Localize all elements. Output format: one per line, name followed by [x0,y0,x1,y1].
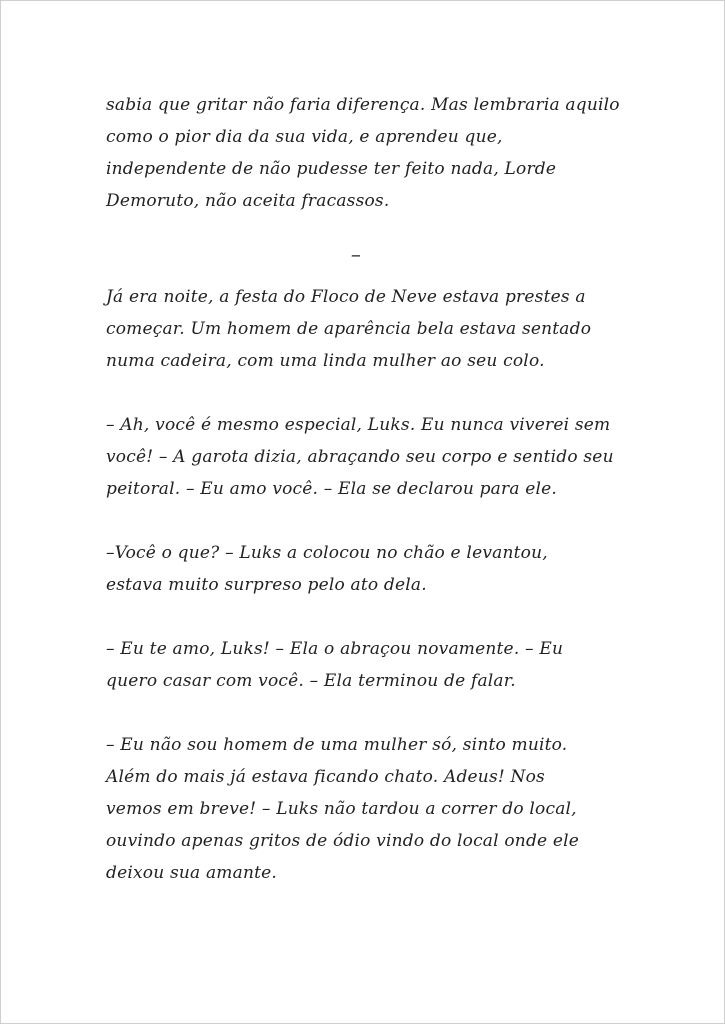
paragraph-gap [106,377,626,409]
scene-separator: – [350,242,362,266]
paragraph-gap [106,697,626,729]
paragraph-4: –Você o que? – Luks a colocou no chão e levantou, estava muito surpreso pelo ato dela. [106,543,548,595]
paragraph-5: – Eu te amo, Luks! – Ela o abraçou novamente. – Eu quero casar com você. – Ela terminou de falar. [106,639,564,691]
paragraph-1: sabia que gritar não faria diferença. Mas lembraria aquilo como o pior dia da sua vida, e aprendeu que, independente de não pudesse ter feito nada, Lorde Demoruto, não aceita fracassos. [106,95,620,211]
page-content [106,89,626,889]
paragraph-3: – Ah, você é mesmo especial, Luks. Eu nunca viverei sem você! – A garota dizia, abraçando seu corpo e sentido seu peitoral. – Eu amo você. – Ela se declarou para ele. [106,415,614,499]
paragraph-2: Já era noite, a festa do Floco de Neve estava prestes a começar. Um homem de aparência bela estava sentado numa cadeira, com uma linda mulher ao seu colo. [106,287,592,371]
paragraph-gap [106,505,626,537]
paragraph-6: – Eu não sou homem de uma mulher só, sinto muito. Além do mais já estava ficando chato. Adeus! Nos vemos em breve! – Luks não tardou a correr do local, ouvindo apenas gritos de ódio vindo do local onde ele deixou sua amante. [106,735,580,883]
paragraph-gap [106,601,626,633]
